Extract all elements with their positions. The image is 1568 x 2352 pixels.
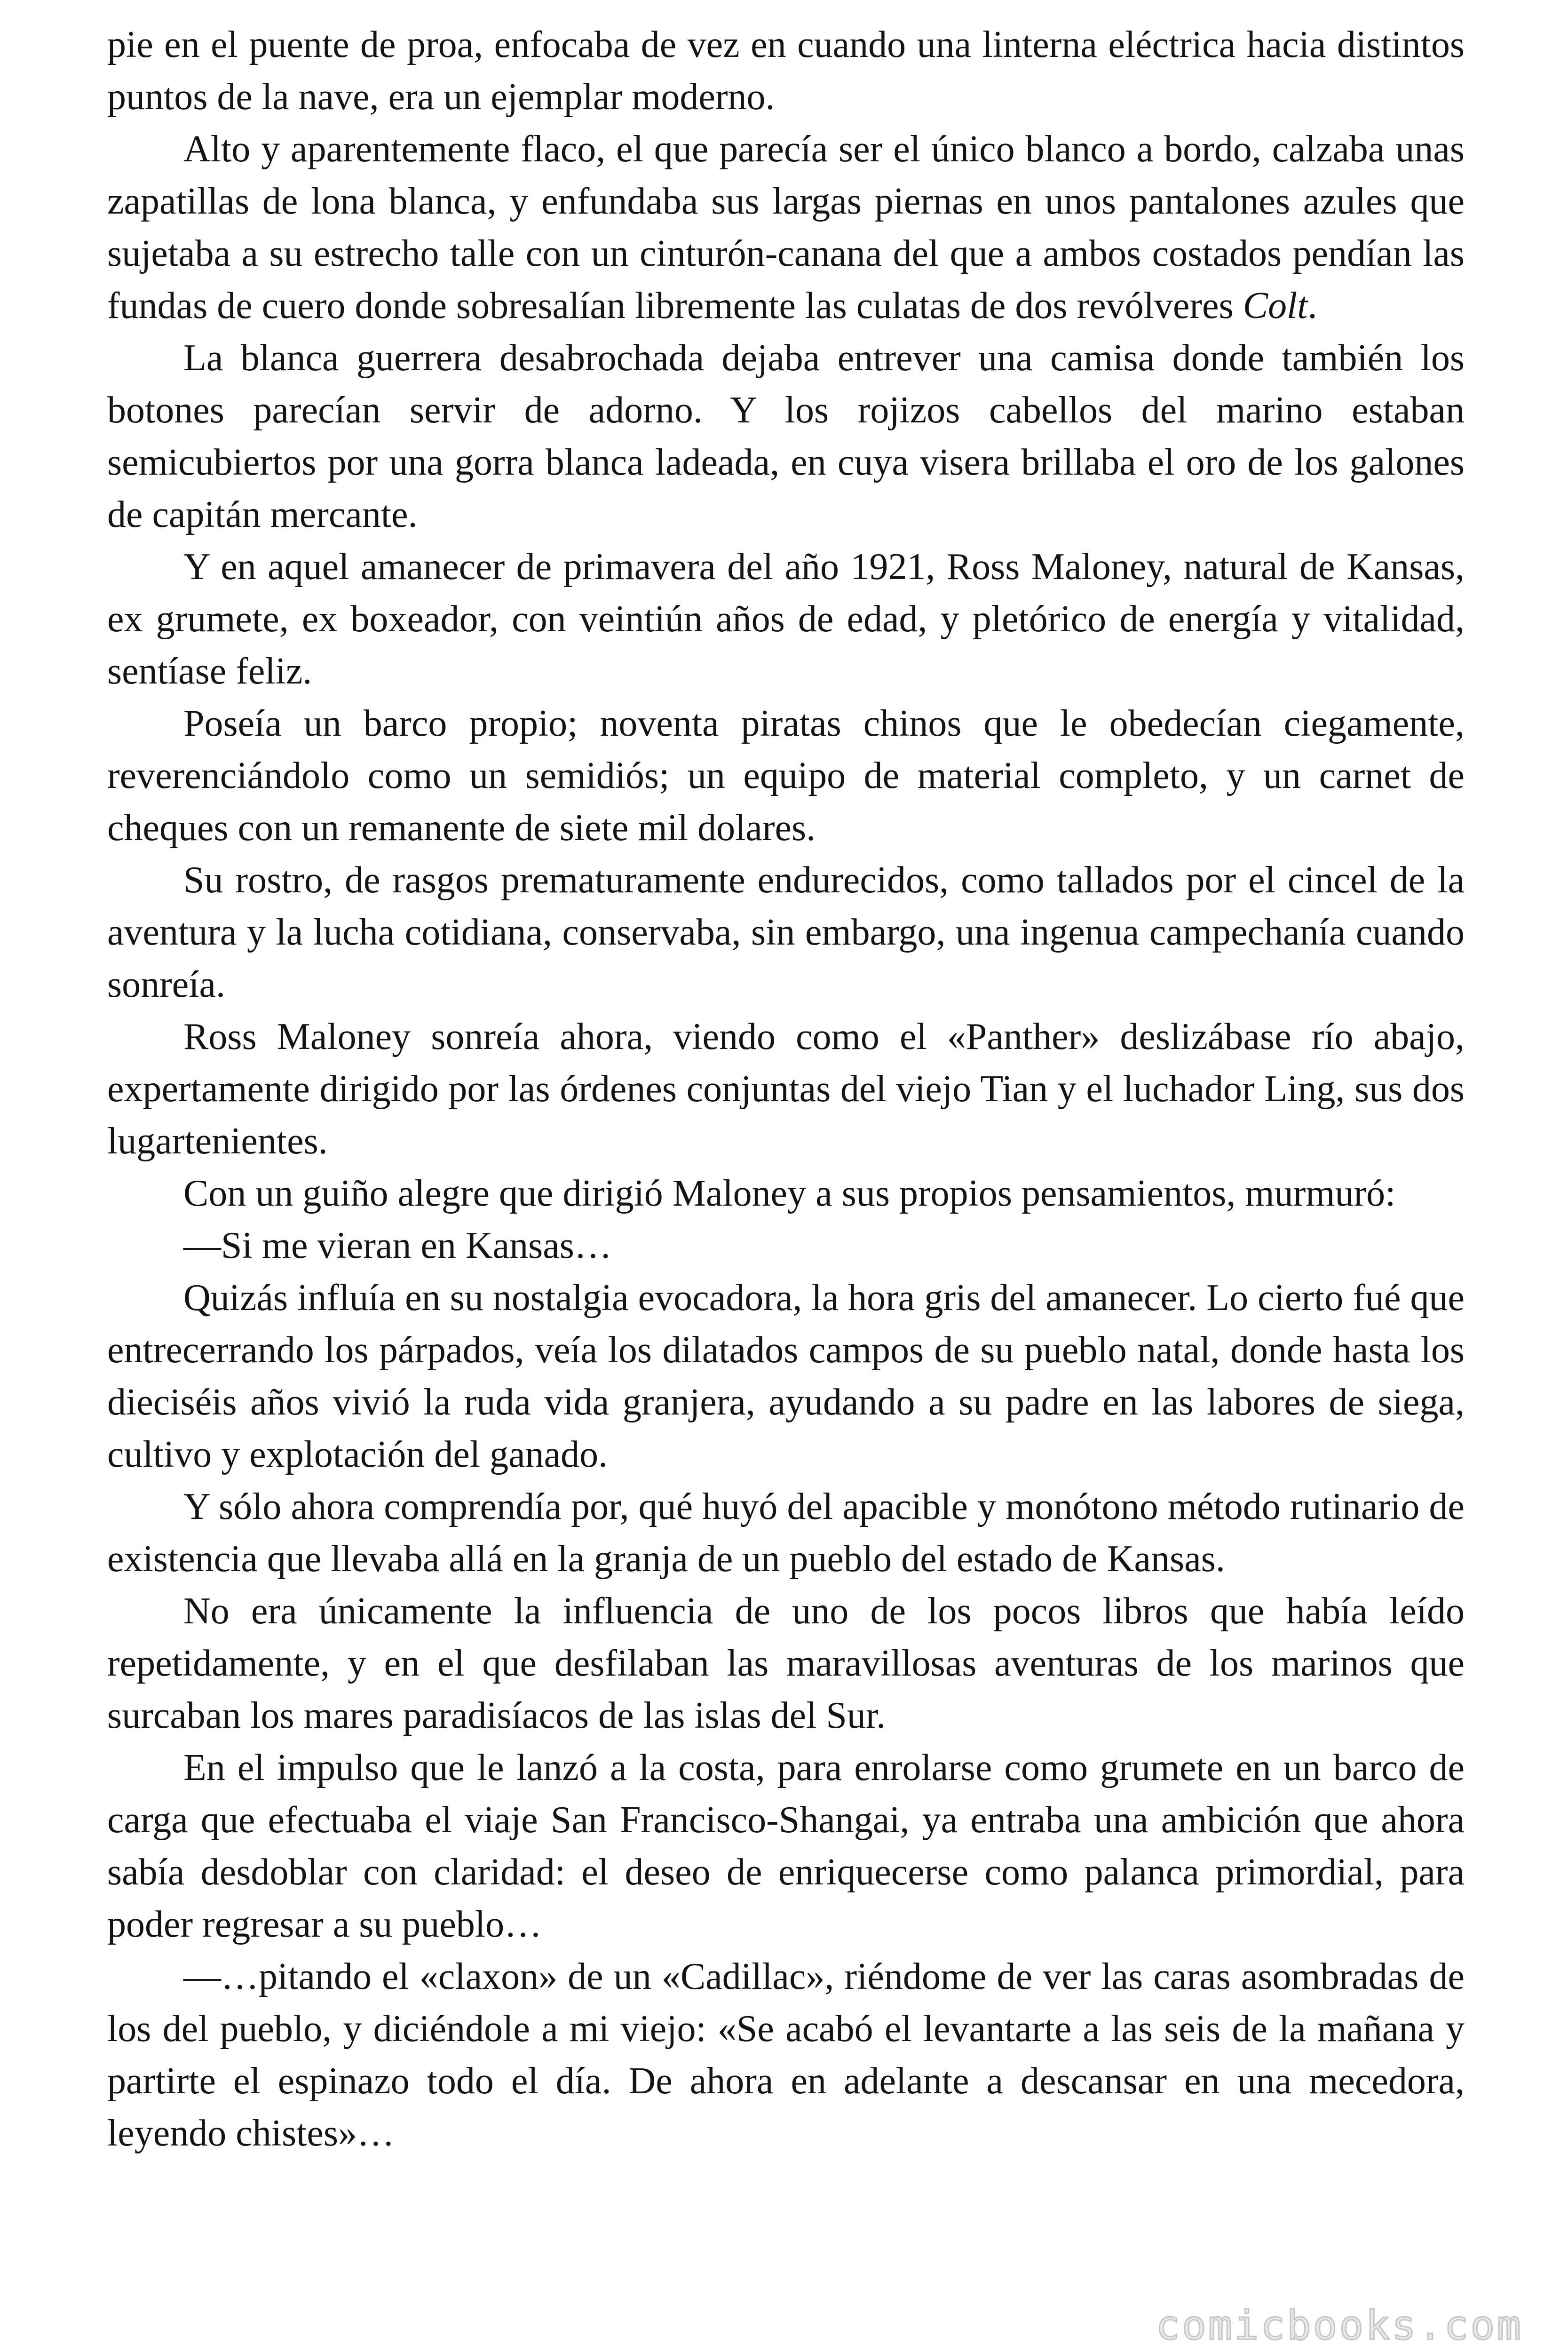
paragraph-text: Quizás influía en su nostalgia evocadora, la hora gris del amanecer. Lo cierto fué que entrecerrando los párpados, veía los dilatados campos de su pueblo natal, donde hasta los dieciséis años vivió la ruda vida granjera, ayudando a su padre en las labores de siega, cultivo y explotación del ganado.	[107, 1277, 1465, 1475]
italic-word: Colt	[1243, 285, 1308, 326]
paragraph-6	[107, 854, 1465, 1011]
paragraph-10	[107, 1272, 1465, 1481]
paragraph-5	[107, 698, 1465, 854]
paragraph-text: —Si me vieran en Kansas…	[183, 1225, 612, 1266]
paragraph-8	[107, 1168, 1465, 1220]
paragraph-text: La blanca guerrera desabrochada dejaba entrever una camisa donde también los botones parecían servir de adorno. Y los rojizos cabellos del marino estaban semicubiertos por una gorra blanca ladeada, en cuya visera brillaba el oro de los galones de capitán mercante.	[107, 337, 1465, 535]
paragraph-text: pie en el puente de proa, enfocaba de vez en cuando una linterna eléctrica hacia distintos puntos de la nave, era un ejemplar moderno.	[107, 24, 1465, 118]
paragraph-13	[107, 1742, 1465, 1951]
paragraph-text: Y sólo ahora comprendía por, qué huyó del apacible y monótono método rutinario de existencia que llevaba allá en la granja de un pueblo del estado de Kansas.	[107, 1486, 1465, 1580]
page-body	[107, 19, 1465, 2160]
paragraph-4	[107, 541, 1465, 698]
paragraph-3	[107, 332, 1465, 541]
paragraph-text: Poseía un barco propio; noventa piratas chinos que le obedecían ciegamente, reverenciándolo como un semidiós; un equipo de material completo, y un carnet de cheques con un remanente de siete mil dolares.	[107, 703, 1465, 849]
paragraph-text: Alto y aparentemente flaco, el que parecía ser el único blanco a bordo, calzaba unas zapatillas de lona blanca, y enfundaba sus largas piernas en unos pantalones azules que sujetaba a su estrecho talle con un cinturón-canana del que a ambos costados pendían las fundas de cuero donde sobresalían libremente las culatas de dos revólveres	[107, 128, 1465, 326]
paragraph-text: Ross Maloney sonreía ahora, viendo como el «Panther» deslizábase río abajo, expertamente dirigido por las órdenes conjuntas del viejo Tian y el luchador Ling, sus dos lugartenientes.	[107, 1016, 1465, 1162]
paragraph-text: Su rostro, de rasgos prematuramente endurecidos, como tallados por el cincel de la aventura y la lucha cotidiana, conservaba, sin embargo, una ingenua campechanía cuando sonreía.	[107, 859, 1465, 1005]
paragraph-9	[107, 1220, 1465, 1272]
paragraph-text: No era únicamente la influencia de uno de los pocos libros que había leído repetidamente, y en el que desfilaban las maravillosas aventuras de los marinos que surcaban los mares paradisíacos de las islas del Sur.	[107, 1590, 1465, 1736]
paragraph-2	[107, 123, 1465, 332]
paragraph-12	[107, 1585, 1465, 1742]
paragraph-text: Y en aquel amanecer de primavera del año 1921, Ross Maloney, natural de Kansas, ex grumete, ex boxeador, con veintiún años de edad, y pletórico de energía y vitalidad, sentíase feliz.	[107, 546, 1465, 692]
paragraph-text: Con un guiño alegre que dirigió Maloney a sus propios pensamientos, murmuró:	[183, 1173, 1396, 1214]
paragraph-tail: .	[1307, 285, 1317, 326]
paragraph-7	[107, 1011, 1465, 1168]
paragraph-14	[107, 1951, 1465, 2160]
paragraph-text: —…pitando el «claxon» de un «Cadillac», riéndome de ver las caras asombradas de los del pueblo, y diciéndole a mi viejo: «Se acabó el levantarte a las seis de la mañana y partirte el espinazo todo el día. De ahora en adelante a descansar en una mecedora, leyendo chistes»…	[107, 1956, 1465, 2154]
paragraph-11	[107, 1481, 1465, 1585]
watermark: comicbooks.com	[1156, 2302, 1523, 2349]
paragraph-1	[107, 19, 1465, 123]
paragraph-text: En el impulso que le lanzó a la costa, para enrolarse como grumete en un barco de carga que efectuaba el viaje San Francisco-Shangai, ya entraba una ambición que ahora sabía desdoblar con claridad: el deseo de enriquecerse como palanca primordial, para poder regresar a su pueblo…	[107, 1747, 1465, 1945]
